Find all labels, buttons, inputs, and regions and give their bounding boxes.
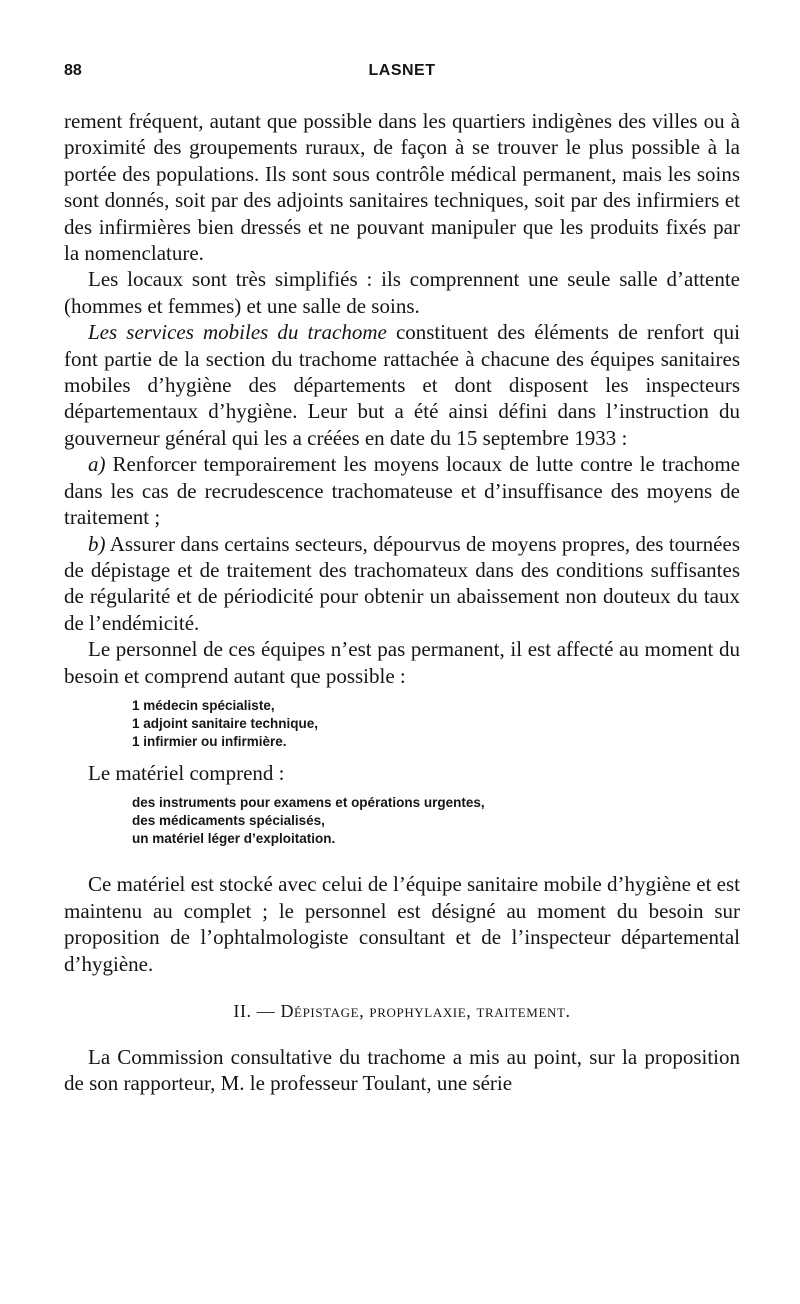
- item-a-text: Renforcer temporairement les moyens locaux de lutte contre le trachome dans les cas de recrudescence trachomateuse et d’insuffisance des moyens de traitement ;: [64, 452, 740, 530]
- enumerated-item-a: [64, 451, 740, 530]
- materiel-list: [132, 794, 740, 848]
- enumerated-item-b: [64, 531, 740, 637]
- page-header: [64, 62, 740, 92]
- list-item: 1 adjoint sanitaire technique,: [132, 715, 319, 731]
- page-number: 88: [64, 62, 82, 79]
- paragraph-3-text: constituent des éléments de renfort qui font partie de la section du trachome rattachée à chacune des équipes sanitaires mobiles d’hygiène des départements et dont disposent les inspecteurs départementaux d’hygiène. Leur but a été ainsi défini dans l’instruction du gouverneur général qui les a créées en date du 15 septembre 1933 :: [64, 320, 740, 450]
- italic-term: Les services mobiles du trachome: [88, 320, 387, 345]
- paragraph-3: [64, 319, 740, 451]
- paragraph-1: rement fréquent, autant que possible dans les quartiers indigènes des villes ou à proximité des groupements ruraux, de façon à se trouver le plus possible à la portée des populations. Ils sont sous contrôle médical permanent, mais les soins sont donnés, soit par des adjoints sanitaires techniques, soit par des infirmiers et des infirmières bien dressés et ne pouvant manipuler que les produits fixés par la nomenclature.: [64, 109, 740, 266]
- section-heading: II. — Dépistage, prophylaxie, traitement.: [233, 1000, 571, 1021]
- paragraph-6: Ce matériel est stocké avec celui de l’équipe sanitaire mobile d’hygiène et est maintenu au complet ; le personnel est désigné au moment du besoin sur proposition de l’ophtalmologiste consultant et de l’inspecteur départemental d’hygiène.: [64, 872, 740, 976]
- paragraph-7: La Commission consultative du trachome a mis au point, sur la proposition de son rapporteur, M. le professeur Toulant, une série: [64, 1044, 740, 1096]
- item-a-label: a): [88, 452, 106, 477]
- paragraph-4: Le personnel de ces équipes n’est pas permanent, il est affecté au moment du besoin et comprend autant que possible :: [64, 637, 740, 688]
- list-item: un matériel léger d’exploitation.: [132, 831, 336, 847]
- body-text: [64, 108, 740, 1097]
- list-item: des instruments pour examens et opérations urgentes,: [132, 795, 485, 811]
- paragraph-2: Les locaux sont très simplifiés : ils comprennent une seule salle d’attente (hommes et femmes) et une salle de soins.: [64, 267, 740, 318]
- list-item: 1 médecin spécialiste,: [132, 697, 275, 713]
- spacer: [64, 857, 740, 871]
- personnel-list: [132, 697, 740, 751]
- list-item: 1 infirmier ou infirmière.: [132, 733, 287, 749]
- running-head: LASNET: [368, 62, 436, 79]
- item-b-label: b): [88, 531, 106, 556]
- paragraph-5: Le matériel comprend :: [88, 760, 285, 785]
- list-item: des médicaments spécialisés,: [132, 813, 325, 829]
- item-b-text: Assurer dans certains secteurs, dépourvus de moyens propres, des tournées de dépistage et de traitement des trachomateux dans des conditions suffisantes de régularité et de périodicité pour obtenir un abaissement non douteux du taux de l’endémicité.: [64, 531, 740, 635]
